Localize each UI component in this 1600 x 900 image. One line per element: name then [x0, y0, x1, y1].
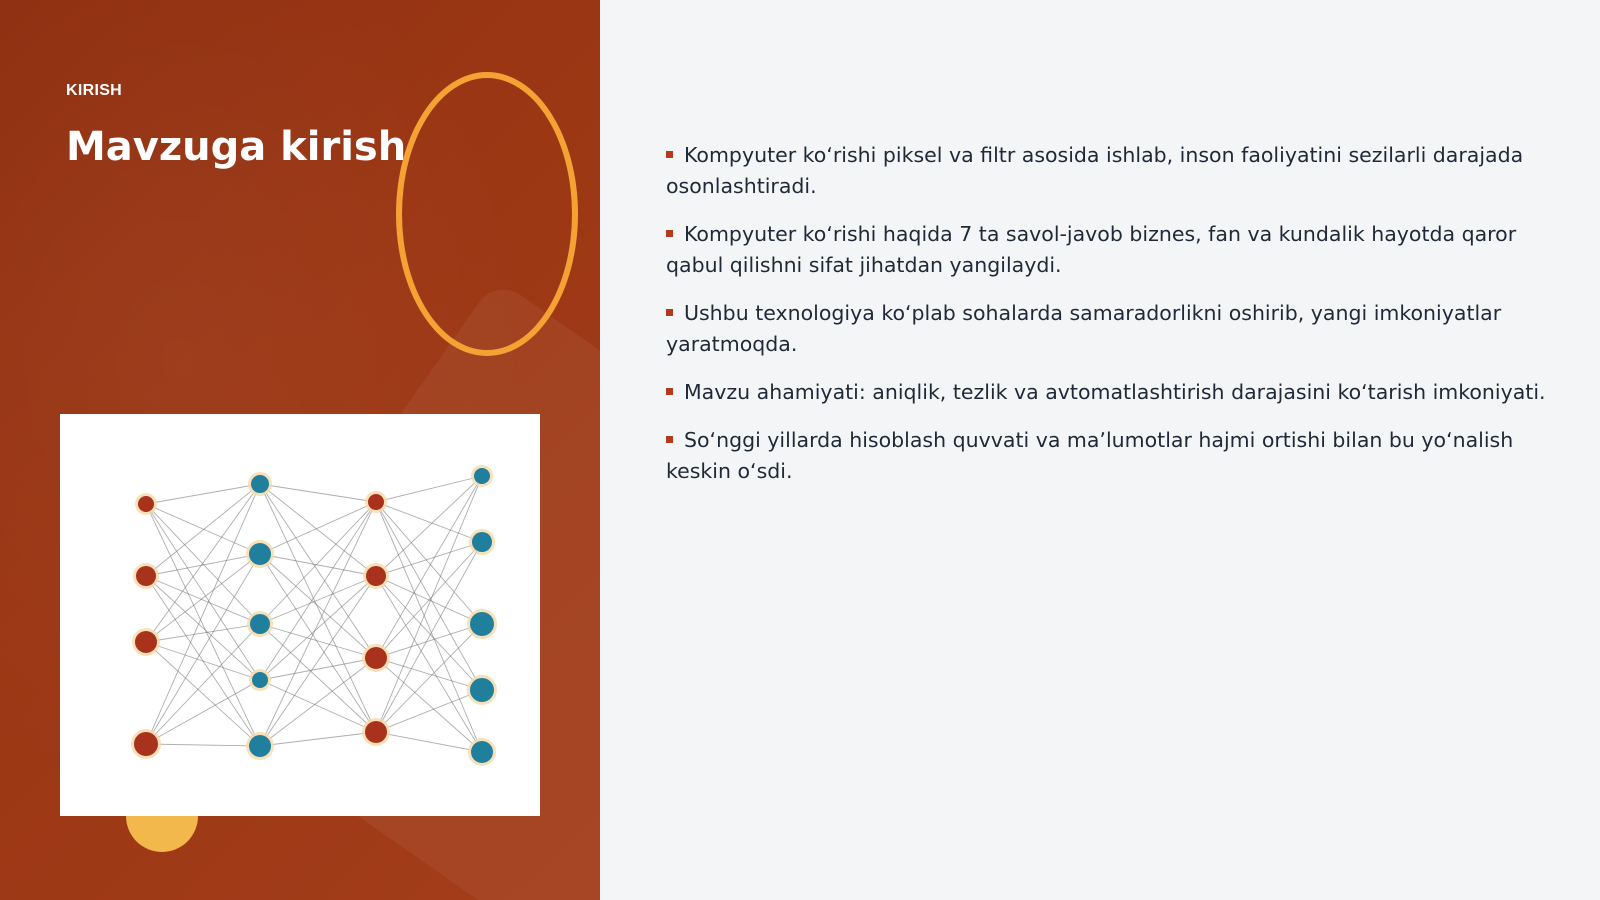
network-connection	[146, 642, 260, 680]
network-connection	[376, 476, 482, 576]
network-node	[249, 543, 271, 565]
network-node	[134, 732, 158, 756]
network-connection	[146, 484, 260, 744]
network-connection	[260, 484, 376, 732]
network-node	[470, 678, 494, 702]
bullet-marker-icon	[666, 309, 673, 316]
bullet-item	[666, 425, 1546, 487]
network-connection	[260, 484, 376, 576]
network-connection	[260, 484, 376, 502]
network-connection	[376, 476, 482, 732]
bullet-item	[666, 298, 1546, 360]
bullet-text: Ushbu texnologiya koʻplab sohalarda samaradorlikni oshirib, yangi imkoniyatlar yaratmoqda.	[666, 301, 1502, 356]
bullet-item	[666, 377, 1546, 408]
network-connection	[146, 504, 260, 554]
network-node	[252, 672, 268, 688]
network-connection	[376, 502, 482, 690]
left-panel	[0, 0, 600, 900]
bullet-marker-icon	[666, 151, 673, 158]
network-connection	[260, 624, 376, 732]
network-connection	[260, 554, 376, 576]
network-node	[135, 631, 157, 653]
network-connection	[146, 504, 260, 746]
network-connection	[146, 554, 260, 576]
neural-network-illustration-icon	[60, 414, 540, 816]
neural-network-image	[60, 414, 540, 816]
network-connection	[376, 732, 482, 752]
network-connection	[376, 502, 482, 752]
network-connection	[376, 476, 482, 502]
network-node	[470, 612, 494, 636]
network-connection	[146, 680, 260, 744]
network-node	[366, 566, 386, 586]
bullet-text: Kompyuter koʻrishi piksel va filtr asosida ishlab, inson faoliyatini sezilarli darajada osonlashtiradi.	[666, 143, 1524, 198]
bullet-item	[666, 140, 1546, 202]
network-node	[474, 468, 490, 484]
bullet-item	[666, 219, 1546, 281]
network-connection	[146, 554, 260, 642]
bullet-marker-icon	[666, 230, 673, 237]
network-connection	[146, 624, 260, 744]
bullet-text: Kompyuter koʻrishi haqida 7 ta savol-javob biznes, fan va kundalik hayotda qaror qabul qilishni sifat jihatdan yangilaydi.	[666, 222, 1517, 277]
bullet-marker-icon	[666, 436, 673, 443]
network-node	[471, 741, 493, 763]
section-label: KIRISH	[66, 82, 123, 99]
network-connection	[376, 576, 482, 690]
network-connection	[260, 502, 376, 746]
bullet-marker-icon	[666, 388, 673, 395]
network-connection	[146, 624, 260, 642]
network-node	[365, 721, 387, 743]
network-connection	[260, 658, 376, 746]
network-node	[136, 566, 156, 586]
bullet-list	[666, 140, 1546, 487]
bullet-text: Soʻnggi yillarda hisoblash quvvati va maʼlumotlar hajmi ortishi bilan bu yoʻnalish keskin oʻsdi.	[666, 428, 1514, 483]
bullet-text: Mavzu ahamiyati: aniqlik, tezlik va avtomatlashtirish darajasini koʻtarish imkoniyati.	[684, 380, 1546, 404]
network-connection	[146, 642, 260, 746]
network-connection	[146, 484, 260, 642]
network-node	[472, 532, 492, 552]
network-node	[365, 647, 387, 669]
content-area	[666, 140, 1546, 504]
network-connection	[376, 502, 482, 542]
network-connection	[376, 476, 482, 658]
network-connection	[146, 484, 260, 504]
decorative-ring	[396, 72, 578, 356]
network-connection	[376, 658, 482, 752]
network-node	[368, 494, 384, 510]
network-node	[250, 614, 270, 634]
network-node	[249, 735, 271, 757]
network-connection	[146, 744, 260, 746]
page-title: Mavzuga kirish	[66, 124, 407, 170]
network-connection	[146, 554, 260, 744]
network-connection	[260, 576, 376, 624]
network-node	[138, 496, 154, 512]
network-connection	[376, 502, 482, 624]
network-connection	[376, 658, 482, 690]
network-connection	[260, 732, 376, 746]
network-node	[251, 475, 269, 493]
